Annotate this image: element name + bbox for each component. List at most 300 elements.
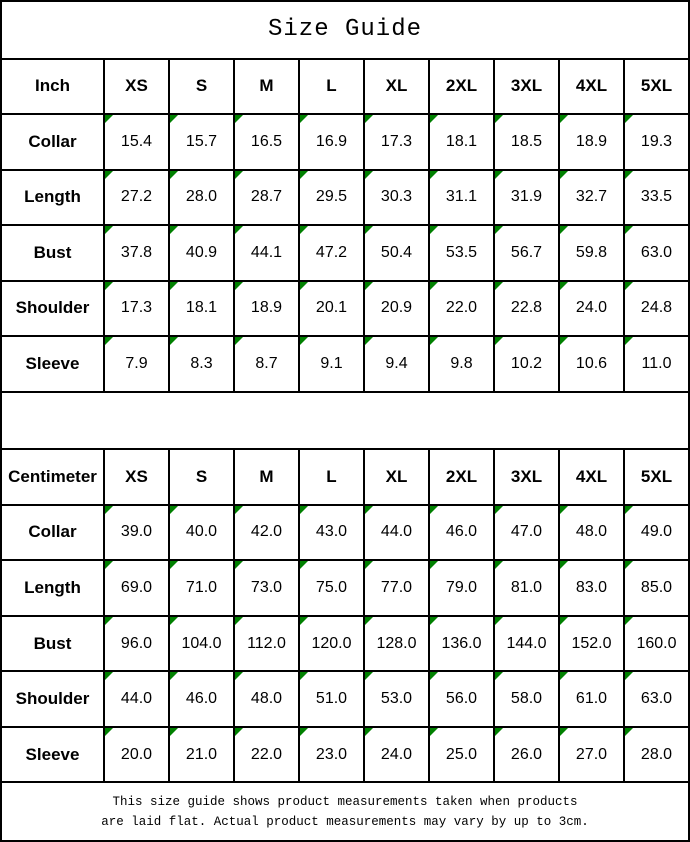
- size-guide-table-body: [1, 1, 689, 841]
- size-value-cell-text: 24.0: [380, 745, 413, 763]
- size-value-cell: [299, 616, 364, 672]
- size-value-cell: [299, 671, 364, 727]
- size-value-cell-text: 71.0: [185, 579, 218, 596]
- size-value-cell: [494, 170, 559, 226]
- size-value-cell-text: 22.0: [250, 745, 283, 763]
- size-value-cell: [234, 727, 299, 783]
- cell-corner-flag-icon: [560, 672, 568, 680]
- size-value-cell-text: 44.1: [250, 243, 283, 261]
- cell-corner-flag-icon: [235, 506, 243, 514]
- size-value-cell-text: 17.3: [380, 132, 413, 150]
- size-value-cell: [429, 281, 494, 337]
- size-value-cell: [624, 170, 689, 226]
- inch-header-row: [1, 59, 689, 115]
- size-value-cell: [169, 505, 234, 561]
- size-value-cell: [104, 225, 169, 281]
- size-value-cell: [429, 225, 494, 281]
- size-value-cell: [429, 505, 494, 561]
- size-value-cell: [364, 170, 429, 226]
- cell-corner-flag-icon: [625, 672, 633, 680]
- size-value-cell-text: 46.0: [445, 523, 478, 541]
- size-header-cell-text: 2XL: [445, 466, 478, 486]
- cell-corner-flag-icon: [495, 672, 503, 680]
- cell-corner-flag-icon: [560, 617, 568, 625]
- inch-measurement-row: [1, 336, 689, 392]
- size-value-cell: [299, 114, 364, 170]
- size-header-cell: [364, 449, 429, 505]
- size-value-cell-text: 47.2: [315, 243, 348, 261]
- cell-corner-flag-icon: [430, 561, 438, 569]
- cell-corner-flag-icon: [365, 672, 373, 680]
- footer-note-line-2: are laid flat. Actual product measurements may vary by up to 3cm.: [101, 814, 589, 829]
- size-header-cell: [429, 59, 494, 115]
- cell-corner-flag-icon: [560, 337, 568, 345]
- size-header-cell-text: 2XL: [445, 76, 478, 96]
- cell-corner-flag-icon: [300, 561, 308, 569]
- size-header-cell: [104, 59, 169, 115]
- size-value-cell: [559, 671, 624, 727]
- size-value-cell: [624, 671, 689, 727]
- cell-corner-flag-icon: [105, 728, 113, 736]
- size-value-cell: [364, 727, 429, 783]
- size-value-cell: [559, 114, 624, 170]
- size-value-cell: [234, 225, 299, 281]
- cell-corner-flag-icon: [430, 617, 438, 625]
- size-value-cell-text: 59.8: [575, 243, 608, 261]
- size-value-cell: [169, 225, 234, 281]
- cell-corner-flag-icon: [560, 115, 568, 123]
- size-value-cell: [559, 225, 624, 281]
- cell-corner-flag-icon: [235, 115, 243, 123]
- cell-corner-flag-icon: [105, 171, 113, 179]
- size-value-cell: [234, 560, 299, 616]
- cm-measurement-row: [1, 616, 689, 672]
- size-value-cell-text: 18.9: [250, 299, 283, 317]
- cell-corner-flag-icon: [235, 282, 243, 290]
- size-value-cell-text: 144.0: [506, 634, 547, 652]
- cell-corner-flag-icon: [235, 226, 243, 234]
- row-label-cell-text: Sleeve: [25, 744, 80, 764]
- size-value-cell-text: 24.8: [640, 299, 673, 317]
- size-value-cell-text: 63.0: [640, 690, 673, 708]
- size-value-cell-text: 8.3: [190, 354, 213, 372]
- size-value-cell-text: 136.0: [441, 634, 482, 652]
- row-label-cell: [1, 225, 104, 281]
- cell-corner-flag-icon: [105, 672, 113, 680]
- cell-corner-flag-icon: [170, 617, 178, 625]
- cell-corner-flag-icon: [170, 171, 178, 179]
- size-header-cell: [559, 449, 624, 505]
- size-value-cell-text: 73.0: [250, 579, 283, 596]
- size-value-cell: [494, 225, 559, 281]
- size-value-cell: [624, 114, 689, 170]
- cell-corner-flag-icon: [235, 171, 243, 179]
- size-value-cell-text: 40.9: [185, 243, 218, 261]
- cell-corner-flag-icon: [105, 561, 113, 569]
- cell-corner-flag-icon: [560, 506, 568, 514]
- cm-unit-header-cell-text: Centimeter: [8, 466, 97, 486]
- size-value-cell: [234, 281, 299, 337]
- size-header-cell-text: 4XL: [575, 76, 608, 96]
- cell-corner-flag-icon: [365, 561, 373, 569]
- cell-corner-flag-icon: [300, 337, 308, 345]
- size-value-cell-text: 44.0: [380, 523, 413, 541]
- size-value-cell-text: 20.1: [315, 299, 348, 317]
- size-value-cell-text: 25.0: [445, 745, 478, 763]
- size-value-cell-text: 77.0: [380, 579, 413, 596]
- size-value-cell: [169, 281, 234, 337]
- inch-measurement-row: [1, 281, 689, 337]
- size-value-cell-text: 27.2: [120, 188, 153, 206]
- size-value-cell: [494, 727, 559, 783]
- cell-corner-flag-icon: [625, 115, 633, 123]
- row-label-cell-text: Bust: [33, 242, 72, 262]
- size-value-cell-text: 29.5: [315, 188, 348, 206]
- size-value-cell: [624, 225, 689, 281]
- size-value-cell: [299, 727, 364, 783]
- size-value-cell-text: 104.0: [181, 634, 222, 652]
- size-value-cell-text: 33.5: [640, 188, 673, 206]
- cell-corner-flag-icon: [430, 672, 438, 680]
- size-value-cell: [559, 505, 624, 561]
- size-header-cell: [234, 59, 299, 115]
- size-value-cell-text: 40.0: [185, 523, 218, 541]
- size-value-cell-text: 56.0: [445, 690, 478, 708]
- cell-corner-flag-icon: [235, 337, 243, 345]
- size-value-cell: [494, 560, 559, 616]
- row-label-cell-text: Sleeve: [25, 353, 80, 373]
- size-value-cell-text: 63.0: [640, 243, 673, 261]
- size-header-cell-text: 5XL: [640, 76, 673, 96]
- size-value-cell-text: 22.0: [445, 299, 478, 317]
- row-label-cell-text: Collar: [28, 522, 77, 542]
- size-value-cell: [364, 505, 429, 561]
- cm-unit-header-cell: [1, 449, 104, 505]
- size-header-cell: [559, 59, 624, 115]
- size-value-cell-text: 9.1: [320, 354, 343, 372]
- cell-corner-flag-icon: [365, 506, 373, 514]
- size-value-cell: [104, 560, 169, 616]
- size-value-cell-text: 17.3: [120, 299, 153, 317]
- size-value-cell-text: 19.3: [640, 132, 673, 150]
- cell-corner-flag-icon: [495, 282, 503, 290]
- size-value-cell-text: 15.7: [185, 132, 218, 150]
- size-value-cell: [429, 560, 494, 616]
- size-value-cell: [559, 336, 624, 392]
- size-value-cell: [624, 505, 689, 561]
- size-value-cell: [494, 281, 559, 337]
- row-label-cell-text: Length: [24, 578, 81, 597]
- footer-note: [1, 782, 689, 841]
- size-value-cell-text: 58.0: [510, 690, 543, 708]
- size-value-cell: [104, 616, 169, 672]
- size-value-cell: [494, 671, 559, 727]
- cm-measurement-row: [1, 560, 689, 616]
- size-header-cell: [494, 449, 559, 505]
- size-value-cell: [169, 727, 234, 783]
- size-value-cell-text: 28.7: [250, 188, 283, 206]
- size-value-cell-text: 96.0: [120, 634, 153, 652]
- size-value-cell-text: 10.2: [510, 354, 543, 372]
- row-label-cell-text: Shoulder: [15, 298, 90, 318]
- size-value-cell: [624, 281, 689, 337]
- page-title: Size Guide: [1, 1, 689, 59]
- cell-corner-flag-icon: [495, 506, 503, 514]
- size-value-cell: [494, 616, 559, 672]
- size-header-cell-text: S: [195, 466, 208, 486]
- size-value-cell: [364, 336, 429, 392]
- cell-corner-flag-icon: [105, 226, 113, 234]
- cell-corner-flag-icon: [430, 506, 438, 514]
- size-value-cell-text: 120.0: [311, 634, 352, 652]
- cell-corner-flag-icon: [625, 337, 633, 345]
- cm-header-row: [1, 449, 689, 505]
- inch-unit-header-cell-text: Inch: [35, 76, 70, 96]
- size-value-cell-text: 8.7: [255, 354, 278, 372]
- cell-corner-flag-icon: [235, 617, 243, 625]
- cell-corner-flag-icon: [170, 115, 178, 123]
- cell-corner-flag-icon: [625, 171, 633, 179]
- size-value-cell-text: 9.4: [385, 354, 408, 372]
- size-value-cell-text: 32.7: [575, 188, 608, 206]
- cell-corner-flag-icon: [495, 115, 503, 123]
- size-value-cell: [104, 671, 169, 727]
- cm-measurement-row: [1, 671, 689, 727]
- cell-corner-flag-icon: [170, 506, 178, 514]
- size-value-cell-text: 61.0: [575, 690, 608, 708]
- cell-corner-flag-icon: [105, 282, 113, 290]
- inch-measurement-row: [1, 225, 689, 281]
- row-label-cell: [1, 336, 104, 392]
- size-value-cell-text: 28.0: [185, 188, 218, 206]
- size-header-cell-text: 3XL: [510, 466, 543, 486]
- size-value-cell-text: 81.0: [510, 579, 543, 596]
- cell-corner-flag-icon: [430, 282, 438, 290]
- size-value-cell: [169, 671, 234, 727]
- row-label-cell: [1, 281, 104, 337]
- cell-corner-flag-icon: [365, 282, 373, 290]
- inch-unit-header-cell: [1, 59, 104, 115]
- cell-corner-flag-icon: [625, 506, 633, 514]
- size-value-cell-text: 27.0: [575, 745, 608, 763]
- size-value-cell-text: 50.4: [380, 243, 413, 261]
- cell-corner-flag-icon: [430, 115, 438, 123]
- size-value-cell: [494, 336, 559, 392]
- cell-corner-flag-icon: [625, 561, 633, 569]
- cell-corner-flag-icon: [365, 226, 373, 234]
- cm-measurement-row: [1, 505, 689, 561]
- size-value-cell: [169, 170, 234, 226]
- size-value-cell-text: 28.0: [640, 745, 673, 763]
- size-header-cell: [429, 449, 494, 505]
- size-value-cell: [364, 114, 429, 170]
- size-value-cell: [494, 505, 559, 561]
- size-value-cell: [364, 225, 429, 281]
- size-value-cell-text: 20.0: [120, 745, 153, 763]
- title-row: [1, 1, 689, 59]
- size-value-cell: [104, 505, 169, 561]
- size-value-cell-text: 53.5: [445, 243, 478, 261]
- row-label-cell: [1, 616, 104, 672]
- cell-corner-flag-icon: [495, 226, 503, 234]
- size-value-cell-text: 83.0: [575, 579, 608, 596]
- size-value-cell-text: 20.9: [380, 299, 413, 317]
- size-value-cell: [429, 727, 494, 783]
- size-value-cell-text: 16.5: [250, 132, 283, 150]
- size-header-cell: [104, 449, 169, 505]
- row-label-cell-text: Shoulder: [15, 689, 90, 709]
- footer-row: [1, 782, 689, 841]
- cell-corner-flag-icon: [495, 561, 503, 569]
- size-value-cell: [429, 616, 494, 672]
- size-value-cell-text: 112.0: [247, 634, 286, 652]
- size-header-cell: [234, 449, 299, 505]
- inch-measurement-row: [1, 170, 689, 226]
- cell-corner-flag-icon: [300, 728, 308, 736]
- cell-corner-flag-icon: [170, 672, 178, 680]
- cell-corner-flag-icon: [235, 672, 243, 680]
- size-header-cell: [299, 59, 364, 115]
- spacer-cell: [1, 392, 689, 450]
- cell-corner-flag-icon: [625, 728, 633, 736]
- size-value-cell-text: 49.0: [640, 523, 673, 541]
- footer-note-line-1: This size guide shows product measurements taken when products: [112, 794, 578, 809]
- size-value-cell-text: 48.0: [250, 690, 283, 708]
- size-header-cell: [494, 59, 559, 115]
- size-value-cell-text: 85.0: [640, 579, 673, 596]
- size-value-cell: [624, 616, 689, 672]
- size-value-cell: [429, 114, 494, 170]
- size-value-cell: [624, 336, 689, 392]
- cell-corner-flag-icon: [300, 171, 308, 179]
- size-value-cell-text: 21.0: [185, 745, 218, 763]
- cell-corner-flag-icon: [300, 672, 308, 680]
- size-value-cell-text: 24.0: [575, 299, 608, 317]
- size-value-cell: [234, 114, 299, 170]
- size-value-cell: [104, 170, 169, 226]
- size-value-cell: [364, 671, 429, 727]
- size-value-cell-text: 43.0: [315, 523, 348, 541]
- cell-corner-flag-icon: [300, 115, 308, 123]
- size-value-cell-text: 69.0: [120, 579, 153, 596]
- size-value-cell: [299, 336, 364, 392]
- size-header-cell: [299, 449, 364, 505]
- size-value-cell: [559, 727, 624, 783]
- cell-corner-flag-icon: [300, 282, 308, 290]
- size-value-cell-text: 79.0: [445, 579, 478, 596]
- row-label-cell: [1, 671, 104, 727]
- size-value-cell-text: 18.1: [185, 299, 218, 317]
- size-value-cell-text: 75.0: [315, 579, 348, 596]
- row-label-cell: [1, 505, 104, 561]
- size-value-cell: [559, 616, 624, 672]
- size-value-cell: [169, 336, 234, 392]
- size-value-cell-text: 10.6: [575, 354, 608, 372]
- size-value-cell: [299, 560, 364, 616]
- row-label-cell: [1, 560, 104, 616]
- size-header-cell-text: XL: [385, 466, 408, 486]
- row-label-cell: [1, 727, 104, 783]
- row-label-cell: [1, 114, 104, 170]
- cell-corner-flag-icon: [170, 282, 178, 290]
- cell-corner-flag-icon: [105, 506, 113, 514]
- size-header-cell-text: XL: [385, 76, 408, 96]
- cell-corner-flag-icon: [170, 561, 178, 569]
- size-value-cell-text: 22.8: [510, 299, 543, 317]
- size-header-cell-text: M: [259, 76, 274, 96]
- cell-corner-flag-icon: [365, 728, 373, 736]
- size-header-cell-text: XS: [125, 466, 148, 486]
- size-value-cell-text: 37.8: [120, 243, 153, 261]
- size-value-cell-text: 39.0: [120, 523, 153, 541]
- size-header-cell-text: 4XL: [575, 466, 608, 486]
- cell-corner-flag-icon: [430, 226, 438, 234]
- cm-measurement-row: [1, 727, 689, 783]
- size-value-cell: [234, 505, 299, 561]
- size-value-cell-text: 56.7: [510, 243, 543, 261]
- size-value-cell: [234, 170, 299, 226]
- size-value-cell: [234, 336, 299, 392]
- inch-measurement-row: [1, 114, 689, 170]
- cell-corner-flag-icon: [560, 282, 568, 290]
- cell-corner-flag-icon: [495, 337, 503, 345]
- cell-corner-flag-icon: [365, 617, 373, 625]
- size-value-cell: [429, 336, 494, 392]
- size-value-cell: [494, 114, 559, 170]
- cell-corner-flag-icon: [625, 617, 633, 625]
- size-value-cell-text: 51.0: [315, 690, 348, 708]
- size-header-cell: [169, 59, 234, 115]
- size-value-cell: [104, 114, 169, 170]
- cell-corner-flag-icon: [560, 728, 568, 736]
- cell-corner-flag-icon: [105, 115, 113, 123]
- row-label-cell-text: Collar: [28, 131, 77, 151]
- cell-corner-flag-icon: [625, 226, 633, 234]
- size-header-cell-text: L: [326, 466, 337, 486]
- cell-corner-flag-icon: [235, 561, 243, 569]
- size-header-cell-text: 5XL: [640, 466, 673, 486]
- cell-corner-flag-icon: [560, 561, 568, 569]
- cell-corner-flag-icon: [300, 617, 308, 625]
- cell-corner-flag-icon: [625, 282, 633, 290]
- size-value-cell-text: 7.9: [125, 354, 148, 372]
- size-header-cell: [624, 449, 689, 505]
- size-value-cell-text: 128.0: [376, 634, 417, 652]
- size-value-cell: [169, 616, 234, 672]
- size-value-cell: [104, 336, 169, 392]
- size-value-cell-text: 11.0: [641, 354, 672, 372]
- size-value-cell-text: 31.1: [445, 188, 478, 206]
- size-value-cell-text: 16.9: [315, 132, 348, 150]
- cell-corner-flag-icon: [300, 226, 308, 234]
- size-value-cell: [364, 616, 429, 672]
- cell-corner-flag-icon: [365, 115, 373, 123]
- size-value-cell: [429, 671, 494, 727]
- size-value-cell: [234, 671, 299, 727]
- cell-corner-flag-icon: [105, 617, 113, 625]
- cell-corner-flag-icon: [495, 728, 503, 736]
- size-value-cell-text: 18.1: [445, 132, 478, 150]
- cell-corner-flag-icon: [235, 728, 243, 736]
- size-value-cell: [299, 281, 364, 337]
- cell-corner-flag-icon: [430, 337, 438, 345]
- size-value-cell: [104, 281, 169, 337]
- size-value-cell: [559, 281, 624, 337]
- size-header-cell-text: S: [195, 76, 208, 96]
- size-value-cell-text: 42.0: [250, 523, 283, 541]
- size-value-cell: [234, 616, 299, 672]
- cell-corner-flag-icon: [495, 171, 503, 179]
